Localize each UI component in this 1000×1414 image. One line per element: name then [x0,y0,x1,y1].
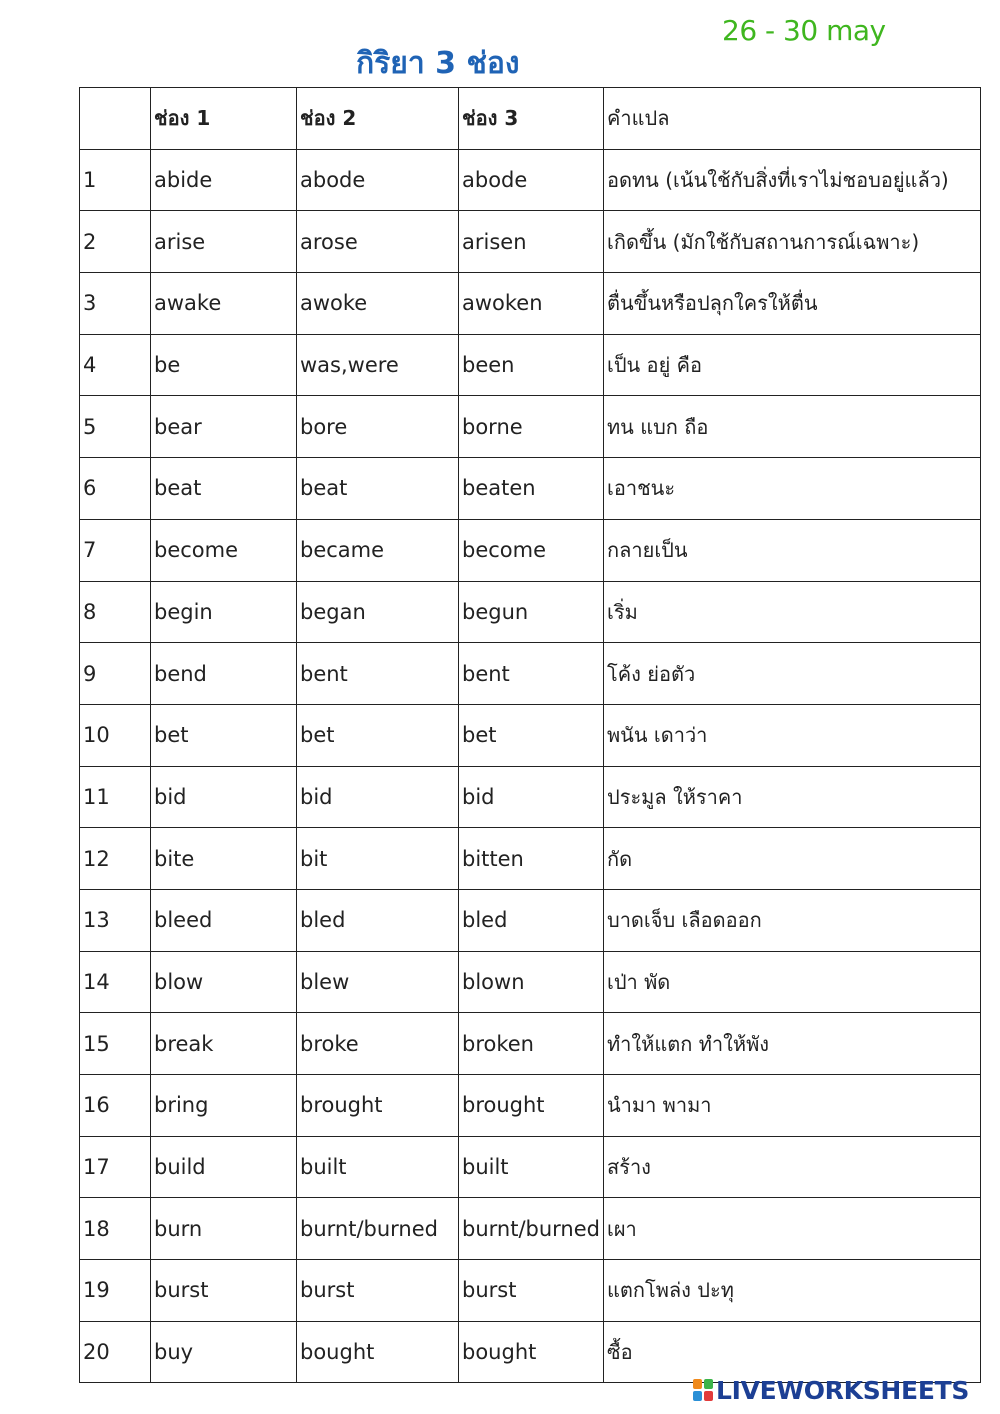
verb-form-3: awoken [459,273,604,335]
verb-table [79,87,981,1383]
verb-form-1: bend [151,643,297,705]
thai-meaning: พนัน เดาว่า [604,704,981,766]
verb-form-3: beaten [459,458,604,520]
verb-form-3: built [459,1136,604,1198]
table-row [80,1013,981,1075]
thai-meaning: ทำให้แตก ทำให้พัง [604,1013,981,1075]
verb-form-2: bet [297,704,459,766]
verb-form-1: be [151,334,297,396]
row-number: 20 [80,1321,151,1383]
row-number: 2 [80,211,151,273]
verb-form-3: borne [459,396,604,458]
row-number: 18 [80,1198,151,1260]
verb-form-2: brought [297,1075,459,1137]
verb-form-2: bore [297,396,459,458]
verb-form-1: burst [151,1260,297,1322]
verb-form-2: abode [297,149,459,211]
verb-form-3: bid [459,766,604,828]
row-number: 10 [80,704,151,766]
verb-form-2: began [297,581,459,643]
table-row [80,396,981,458]
thai-meaning: เอาชนะ [604,458,981,520]
thai-meaning: เป็น อยู่ คือ [604,334,981,396]
logo-blocks-icon [693,1379,713,1401]
thai-meaning: ซื้อ [604,1321,981,1383]
verb-form-1: bet [151,704,297,766]
logo-text: LIVEWORKSHEETS [716,1375,970,1405]
thai-meaning: กัด [604,828,981,890]
thai-meaning: ตื่นขึ้นหรือปลุกใครให้ตื่น [604,273,981,335]
row-number: 1 [80,149,151,211]
verb-form-3: become [459,519,604,581]
verb-form-2: built [297,1136,459,1198]
thai-meaning: ทน แบก ถือ [604,396,981,458]
row-number: 4 [80,334,151,396]
thai-meaning: ประมูล ให้ราคา [604,766,981,828]
verb-form-3: begun [459,581,604,643]
verb-form-3: burnt/burned [459,1198,604,1260]
verb-form-1: bear [151,396,297,458]
row-number: 6 [80,458,151,520]
liveworksheets-logo [693,1376,969,1404]
header-number [80,88,151,150]
table-row [80,1136,981,1198]
table-row [80,1075,981,1137]
row-number: 3 [80,273,151,335]
table-row [80,1321,981,1383]
verb-form-2: became [297,519,459,581]
verb-form-2: burst [297,1260,459,1322]
table-row [80,643,981,705]
thai-meaning: สร้าง [604,1136,981,1198]
row-number: 7 [80,519,151,581]
table-header-row [80,88,981,150]
verb-form-1: bite [151,828,297,890]
table-row [80,519,981,581]
table-row [80,704,981,766]
verb-form-3: brought [459,1075,604,1137]
row-number: 16 [80,1075,151,1137]
row-number: 13 [80,889,151,951]
verb-form-3: bitten [459,828,604,890]
verb-form-3: arisen [459,211,604,273]
row-number: 11 [80,766,151,828]
verb-form-3: abode [459,149,604,211]
thai-meaning: เริ่ม [604,581,981,643]
table-row [80,766,981,828]
verb-form-1: bid [151,766,297,828]
verb-form-2: was,were [297,334,459,396]
verb-form-2: bid [297,766,459,828]
row-number: 5 [80,396,151,458]
verb-form-1: beat [151,458,297,520]
verb-form-2: burnt/burned [297,1198,459,1260]
verb-form-1: awake [151,273,297,335]
verb-form-3: bled [459,889,604,951]
verb-form-1: abide [151,149,297,211]
header-meaning: คำแปล [604,88,981,150]
verb-form-1: begin [151,581,297,643]
verb-form-2: broke [297,1013,459,1075]
table-row [80,828,981,890]
header-column-1: ช่อง 1 [151,88,297,150]
verb-form-2: arose [297,211,459,273]
verb-form-1: buy [151,1321,297,1383]
verb-form-1: build [151,1136,297,1198]
thai-meaning: กลายเป็น [604,519,981,581]
thai-meaning: โค้ง ย่อตัว [604,643,981,705]
table-row [80,273,981,335]
row-number: 9 [80,643,151,705]
table-row [80,951,981,1013]
verb-form-2: beat [297,458,459,520]
row-number: 12 [80,828,151,890]
verb-form-3: blown [459,951,604,1013]
table-row [80,1198,981,1260]
header-column-3: ช่อง 3 [459,88,604,150]
verb-form-2: blew [297,951,459,1013]
table-row [80,1260,981,1322]
date-note: 26 - 30 may [722,14,886,47]
thai-meaning: เป่า พัด [604,951,981,1013]
table-row [80,581,981,643]
verb-form-1: break [151,1013,297,1075]
row-number: 15 [80,1013,151,1075]
verb-form-3: bought [459,1321,604,1383]
header-column-2: ช่อง 2 [297,88,459,150]
table-row [80,458,981,520]
verb-form-2: bit [297,828,459,890]
thai-meaning: นำมา พามา [604,1075,981,1137]
thai-meaning: อดทน (เน้นใช้กับสิ่งที่เราไม่ชอบอยู่แล้ว) [604,149,981,211]
thai-meaning: เกิดขึ้น (มักใช้กับสถานการณ์เฉพาะ) [604,211,981,273]
verb-form-2: awoke [297,273,459,335]
page-title: กิริยา 3 ช่อง [356,46,520,81]
verb-form-1: blow [151,951,297,1013]
verb-form-1: burn [151,1198,297,1260]
verb-form-3: burst [459,1260,604,1322]
verb-form-3: bet [459,704,604,766]
verb-form-3: been [459,334,604,396]
row-number: 19 [80,1260,151,1322]
row-number: 8 [80,581,151,643]
verb-form-2: bent [297,643,459,705]
table-row [80,149,981,211]
verb-form-2: bled [297,889,459,951]
row-number: 17 [80,1136,151,1198]
verb-form-1: bleed [151,889,297,951]
verb-form-1: become [151,519,297,581]
verb-form-3: broken [459,1013,604,1075]
row-number: 14 [80,951,151,1013]
thai-meaning: เผา [604,1198,981,1260]
verb-form-1: bring [151,1075,297,1137]
verb-form-2: bought [297,1321,459,1383]
table-row [80,211,981,273]
verb-form-1: arise [151,211,297,273]
thai-meaning: บาดเจ็บ เลือดออก [604,889,981,951]
thai-meaning: แตกโพล่ง ปะทุ [604,1260,981,1322]
verb-form-3: bent [459,643,604,705]
table-row [80,334,981,396]
table-row [80,889,981,951]
